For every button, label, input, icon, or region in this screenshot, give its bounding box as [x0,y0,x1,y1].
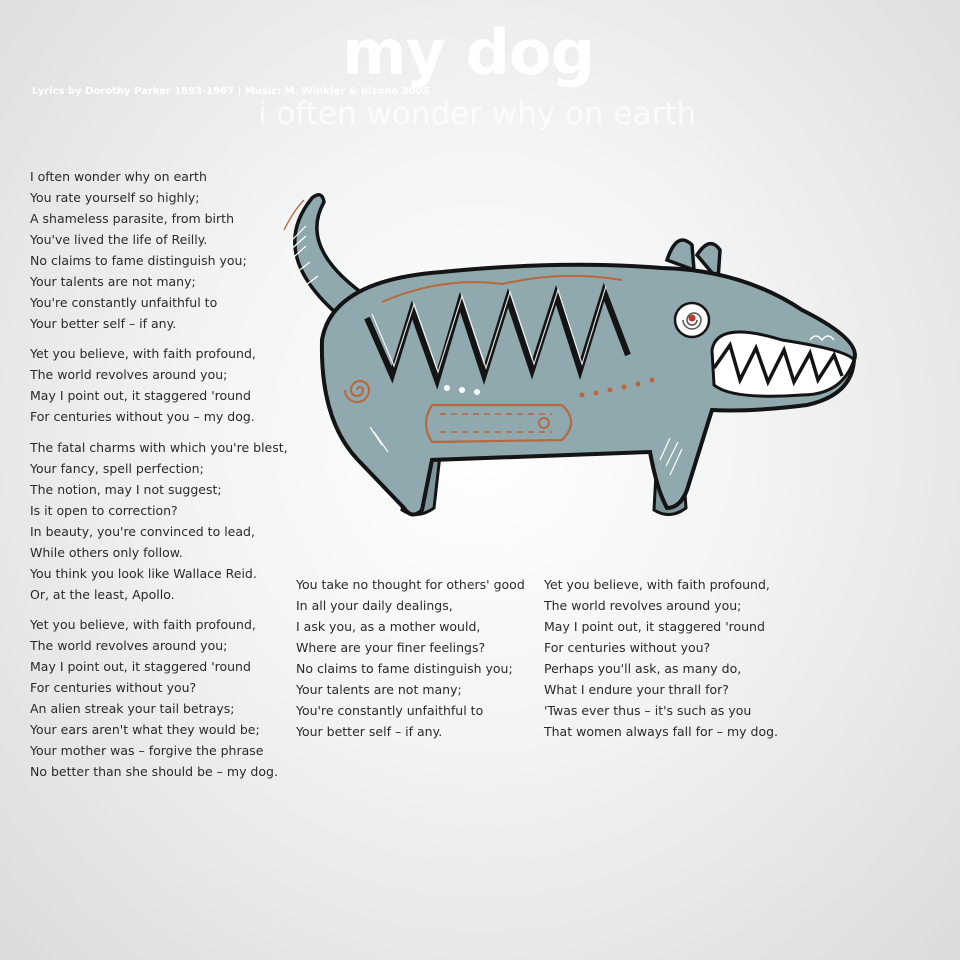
lyric-line: Or, at the least, Apollo. [30,587,175,602]
page-title: my dog [342,16,594,89]
lyric-line: No claims to fame distinguish you; [30,253,247,268]
lyric-line: Yet you believe, with faith profound, [30,346,256,361]
lyric-line: You've lived the life of Reilly. [30,232,208,247]
stanza-6 [544,574,778,742]
lyric-line: May I point out, it staggered 'round [544,619,765,634]
lyric-line: What I endure your thrall for? [544,682,729,697]
lyric-line: While others only follow. [30,545,183,560]
lyric-line: The notion, may I not suggest; [30,482,222,497]
lyric-line: For centuries without you – my dog. [30,409,255,424]
lyric-line: Your talents are not many; [296,682,462,697]
lyric-line: Your mother was – forgive the phrase [30,743,264,758]
lyric-line: Yet you believe, with faith profound, [544,577,770,592]
lyric-line: In all your daily dealings, [296,598,453,613]
stanza-3 [30,437,288,605]
lyric-line: 'Twas ever thus – it's such as you [544,703,752,718]
credits-line: Lyrics by Dorothy Parker 1893-1967 | Music: M. Winkler & bizono 2005 [32,86,430,97]
lyric-line: Perhaps you'll ask, as many do, [544,661,742,676]
subtitle: i often wonder why on earth [258,96,697,132]
lyric-line: Your ears aren't what they would be; [30,722,260,737]
lyric-line: I often wonder why on earth [30,169,207,184]
lyric-line: No claims to fame distinguish you; [296,661,513,676]
lyric-line: Your better self – if any. [296,724,443,739]
lyric-line: Is it open to correction? [30,503,178,518]
stanza-5 [296,574,525,742]
lyric-line: May I point out, it staggered 'round [30,659,251,674]
lyric-line: The world revolves around you; [30,638,228,653]
lyric-line: I ask you, as a mother would, [296,619,481,634]
lyric-line: Your fancy, spell perfection; [30,461,204,476]
lyric-line: Where are your finer feelings? [296,640,486,655]
lyric-line: You rate yourself so highly; [30,190,200,205]
stanza-4 [30,614,278,782]
stanza-2 [30,343,256,427]
stanza-1 [30,166,247,334]
lyric-line: A shameless parasite, from birth [30,211,234,226]
lyric-line: The world revolves around you; [544,598,742,613]
lyric-line: Your better self – if any. [30,316,177,331]
lyric-line: You think you look like Wallace Reid. [30,566,257,581]
lyric-line: An alien streak your tail betrays; [30,701,235,716]
lyric-line: You're constantly unfaithful to [296,703,484,718]
lyric-line: Yet you believe, with faith profound, [30,617,256,632]
lyric-line: May I point out, it staggered 'round [30,388,251,403]
lyric-line: In beauty, you're convinced to lead, [30,524,255,539]
lyric-line: That women always fall for – my dog. [544,724,779,739]
lyric-line: For centuries without you? [30,680,197,695]
lyric-line: You take no thought for others' good [296,577,525,592]
lyric-line: For centuries without you? [544,640,711,655]
dog-ear [667,240,694,270]
lyric-line: Your talents are not many; [30,274,196,289]
lyric-line: The fatal charms with which you're blest, [30,440,288,455]
dog-illustration [262,190,862,530]
lyric-line: You're constantly unfaithful to [30,295,218,310]
lyric-line: The world revolves around you; [30,367,228,382]
lyric-line: No better than she should be – my dog. [30,764,278,779]
